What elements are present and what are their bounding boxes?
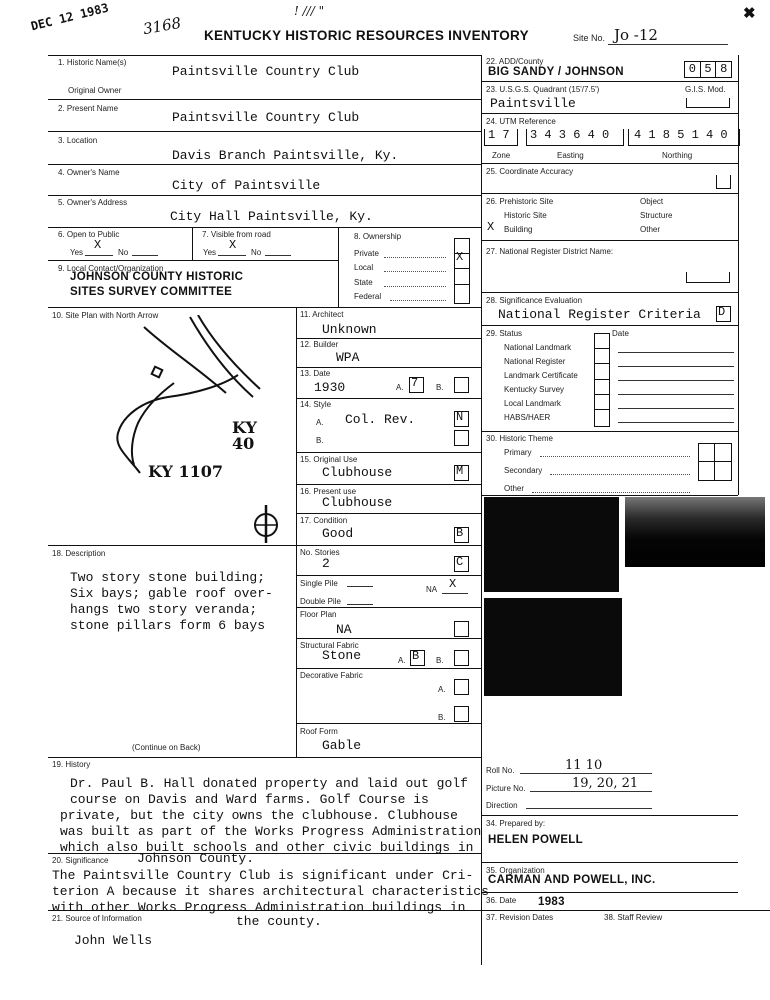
date-value: 1930 — [314, 380, 346, 395]
decorative-a-box — [454, 679, 469, 695]
description-line: hangs two story veranda; — [70, 602, 258, 617]
road-label-ky1107: KY 1107 — [148, 462, 223, 481]
prehistoric-site-label: 26. Prehistoric Site — [486, 197, 554, 206]
significance-label: 20. Significance — [52, 856, 109, 865]
add-county-label: 22. ADD/County — [486, 57, 544, 66]
nr-district-label: 27. National Register District Name: — [486, 247, 614, 256]
floor-plan-label: Floor Plan — [300, 610, 337, 619]
utm-reference-label: 24. UTM Reference — [486, 117, 556, 126]
ownership-label: 8. Ownership — [354, 232, 402, 241]
owner-address-label: 5. Owner's Address — [58, 198, 128, 207]
description-label: 18. Description — [52, 549, 106, 558]
style-value: Col. Rev. — [345, 412, 416, 427]
significance-eval-code: D — [718, 305, 726, 319]
style-code: N — [456, 410, 464, 424]
date-a-value: 7 — [411, 376, 419, 390]
present-name-label: 2. Present Name — [58, 104, 119, 113]
organization-value: CARMAN AND POWELL, INC. — [488, 874, 656, 886]
ownership-state: State — [354, 278, 373, 287]
style-b-label: B. — [316, 436, 324, 445]
ownership-private: Private — [354, 249, 379, 258]
architect-value: Unknown — [322, 322, 377, 337]
location-value: Davis Branch Paintsville, Ky. — [172, 148, 399, 163]
original-use-code: M — [456, 464, 464, 478]
owner-address-value: City Hall Paintsville, Ky. — [170, 209, 373, 224]
staff-review-label: 38. Staff Review — [604, 913, 663, 922]
coordinate-accuracy-box — [716, 175, 731, 189]
open-yes-label: Yes — [70, 248, 84, 257]
source-label: 21. Source of Information — [52, 914, 142, 923]
open-no-label: No — [118, 248, 129, 257]
stories-code: C — [456, 555, 464, 569]
roll-no-label: Roll No. — [486, 766, 515, 775]
usgs-quadrant-value: Paintsville — [490, 96, 576, 111]
historic-name-value: Paintsville Country Club — [172, 64, 360, 79]
history-line: which also built schools and other civic buildings in — [60, 840, 474, 855]
easting-label: Easting — [557, 151, 584, 160]
open-to-public-label: 6. Open to Public — [58, 230, 120, 239]
ownership-federal: Federal — [354, 292, 382, 301]
status-item: National Register — [504, 357, 566, 366]
status-item: Kentucky Survey — [504, 385, 565, 394]
decorative-fabric-label: Decorative Fabric — [300, 671, 363, 680]
pile-na-mark: X — [449, 577, 457, 591]
local-contact-label: 9. Local Contact/Organization — [58, 264, 164, 273]
description-line: stone pillars form 6 bays — [70, 618, 266, 633]
significance-line: terion A because it shares architectural characteristics — [52, 884, 489, 899]
picture-no-value: 19, 20, 21 — [572, 776, 639, 791]
significance-eval-label: 28. Significance Evaluation — [486, 296, 583, 305]
open-yes-mark: X — [94, 238, 102, 252]
theme-other: Other — [504, 484, 525, 493]
county-code-digit: 0 — [685, 62, 701, 77]
significance-eval-value: National Register Criteria — [498, 307, 701, 322]
local-contact-line1: JOHNSON COUNTY HISTORIC — [70, 271, 244, 283]
source-value: John Wells — [74, 933, 153, 948]
northing-label: Northing — [662, 151, 693, 160]
builder-label: 12. Builder — [300, 340, 339, 349]
photo-thumbnail-1 — [484, 497, 619, 592]
nr-district-box — [686, 272, 730, 283]
site-plan-label: 10. Site Plan with North Arrow — [52, 311, 159, 320]
history-line: private, but the city owns the clubhouse. Clubhouse — [60, 808, 458, 823]
gis-mod-box — [686, 98, 730, 108]
owner-name-label: 4. Owner's Name — [58, 168, 120, 177]
style-b-box — [454, 430, 469, 446]
architect-label: 11. Architect — [300, 310, 344, 319]
date-label: 13. Date — [300, 369, 331, 378]
organization-label: 35. Organization — [486, 866, 545, 875]
pen-mark: ! /// " — [294, 4, 325, 18]
structural-fabric-label: Structural Fabric — [300, 641, 359, 650]
local-contact-line2: SITES SURVEY COMMITTEE — [70, 286, 233, 298]
double-pile-label: Double Pile — [300, 597, 341, 606]
revision-dates-label: 37. Revision Dates — [486, 913, 554, 922]
structural-fabric-value: Stone — [322, 648, 362, 663]
description-line: Six bays; gable roof over- — [70, 586, 273, 601]
other-label: Other — [640, 225, 661, 234]
building-mark: X — [487, 220, 495, 234]
single-pile-label: Single Pile — [300, 579, 338, 588]
decorative-a-label: A. — [438, 685, 446, 694]
roll-no-value: 11 10 — [565, 758, 603, 773]
structure-label: Structure — [640, 211, 673, 220]
photo-thumbnail-3 — [484, 598, 622, 696]
historic-site-label: Historic Site — [504, 211, 547, 220]
pile-na-label: NA — [426, 585, 438, 594]
history-line: was built as part of the Works Progress Administration — [60, 824, 482, 839]
form-date-label: 36. Date — [486, 896, 517, 905]
ownership-local-mark: X — [456, 250, 464, 264]
utm-easting-value: 3 4 3 6 4 0 — [530, 128, 610, 142]
stories-label: No. Stories — [300, 548, 340, 557]
status-date-label: Date — [612, 329, 629, 338]
date-a-label: A. — [396, 383, 404, 392]
county-code-box — [684, 61, 732, 78]
visible-no-label: No — [251, 248, 262, 257]
location-label: 3. Location — [58, 136, 98, 145]
date-b-label: B. — [436, 383, 444, 392]
floor-plan-box — [454, 621, 469, 637]
status-item: Landmark Certificate — [504, 371, 578, 380]
theme-primary: Primary — [504, 448, 532, 457]
present-name-value: Paintsville Country Club — [172, 110, 360, 125]
form-title: KENTUCKY HISTORIC RESOURCES INVENTORY — [204, 28, 529, 43]
significance-line: The Paintsville Country Club is significant under Cri- — [52, 868, 474, 883]
history-tail: Johnson County. — [137, 851, 255, 866]
present-use-value: Clubhouse — [322, 495, 393, 510]
theme-code-grid — [698, 443, 732, 481]
prepared-by-label: 34. Prepared by: — [486, 819, 546, 828]
status-label: 29. Status — [486, 329, 523, 338]
condition-value: Good — [322, 526, 354, 541]
decorative-b-box — [454, 706, 469, 722]
structural-a-value: B — [412, 649, 420, 663]
present-use-label: 16. Present use — [300, 487, 357, 496]
visible-from-road-label: 7. Visible from road — [202, 230, 271, 239]
floor-plan-value: NA — [336, 622, 352, 637]
condition-code: B — [456, 526, 464, 540]
style-label: 14. Style — [300, 400, 332, 409]
visible-yes-mark: X — [229, 238, 237, 252]
coordinate-accuracy-label: 25. Coordinate Accuracy — [486, 167, 574, 176]
original-use-value: Clubhouse — [322, 465, 393, 480]
visible-yes-label: Yes — [203, 248, 217, 257]
status-item: National Landmark — [504, 343, 572, 352]
picture-no-label: Picture No. — [486, 784, 526, 793]
status-item: HABS/HAER — [504, 413, 551, 422]
ownership-checkboxes — [454, 238, 470, 304]
theme-secondary: Secondary — [504, 466, 543, 475]
history-label: 19. History — [52, 760, 91, 769]
stories-value: 2 — [322, 556, 330, 571]
ownership-local: Local — [354, 263, 374, 272]
object-label: Object — [640, 197, 664, 206]
zone-label: Zone — [492, 151, 511, 160]
date-stamp: DEC 12 1983 — [29, 0, 110, 34]
owner-name-value: City of Paintsville — [172, 178, 321, 193]
road-label-ky40: KY 40 — [232, 418, 257, 453]
site-no-value: Jo -12 — [614, 26, 658, 44]
date-b-box — [454, 377, 469, 393]
status-item: Local Landmark — [504, 399, 561, 408]
county-code-digit: 8 — [720, 62, 728, 76]
roof-form-label: Roof Form — [300, 727, 338, 736]
history-line: course on Davis and Ward farms. Golf Course is — [70, 792, 429, 807]
utm-zone-value: 1 7 — [488, 128, 510, 142]
decorative-b-label: B. — [438, 713, 446, 722]
corner-mark: ✖ — [743, 5, 756, 22]
historic-name-label: 1. Historic Name(s) — [58, 58, 127, 67]
site-plan-sketch — [48, 315, 294, 543]
original-use-label: 15. Original Use — [300, 455, 358, 464]
history-line: Dr. Paul B. Hall donated property and laid out golf — [70, 776, 468, 791]
style-a-label: A. — [316, 418, 324, 427]
building-label: Building — [504, 225, 533, 234]
roof-form-value: Gable — [322, 738, 362, 753]
structural-a-label: A. — [398, 656, 406, 665]
original-owner-label: Original Owner — [68, 86, 122, 95]
structural-b-box — [454, 650, 469, 666]
usgs-quadrant-label: 23. U.S.G.S. Quadrant (15'/7.5') — [486, 85, 600, 94]
significance-line: with other Works Progress Administration buildings in — [52, 900, 466, 915]
add-county-value: BIG SANDY / JOHNSON — [488, 66, 624, 78]
site-no-label: Site No. — [573, 33, 606, 43]
form-date-value: 1983 — [538, 896, 565, 908]
utm-northing-value: 4 1 8 5 1 4 0 — [634, 128, 728, 142]
photo-thumbnail-2 — [625, 497, 765, 567]
builder-value: WPA — [336, 350, 360, 365]
county-code-digit: 5 — [701, 62, 717, 77]
gis-mod-label: G.I.S. Mod. — [685, 85, 726, 94]
prepared-by-value: HELEN POWELL — [488, 834, 583, 846]
continue-on-back: (Continue on Back) — [132, 743, 201, 752]
handwritten-number: 3168 — [141, 13, 183, 39]
description-line: Two story stone building; — [70, 570, 266, 585]
structural-b-label: B. — [436, 656, 444, 665]
historic-theme-label: 30. Historic Theme — [486, 434, 553, 443]
condition-label: 17. Condition — [300, 516, 348, 525]
significance-tail: the county. — [236, 914, 322, 929]
direction-label: Direction — [486, 801, 518, 810]
